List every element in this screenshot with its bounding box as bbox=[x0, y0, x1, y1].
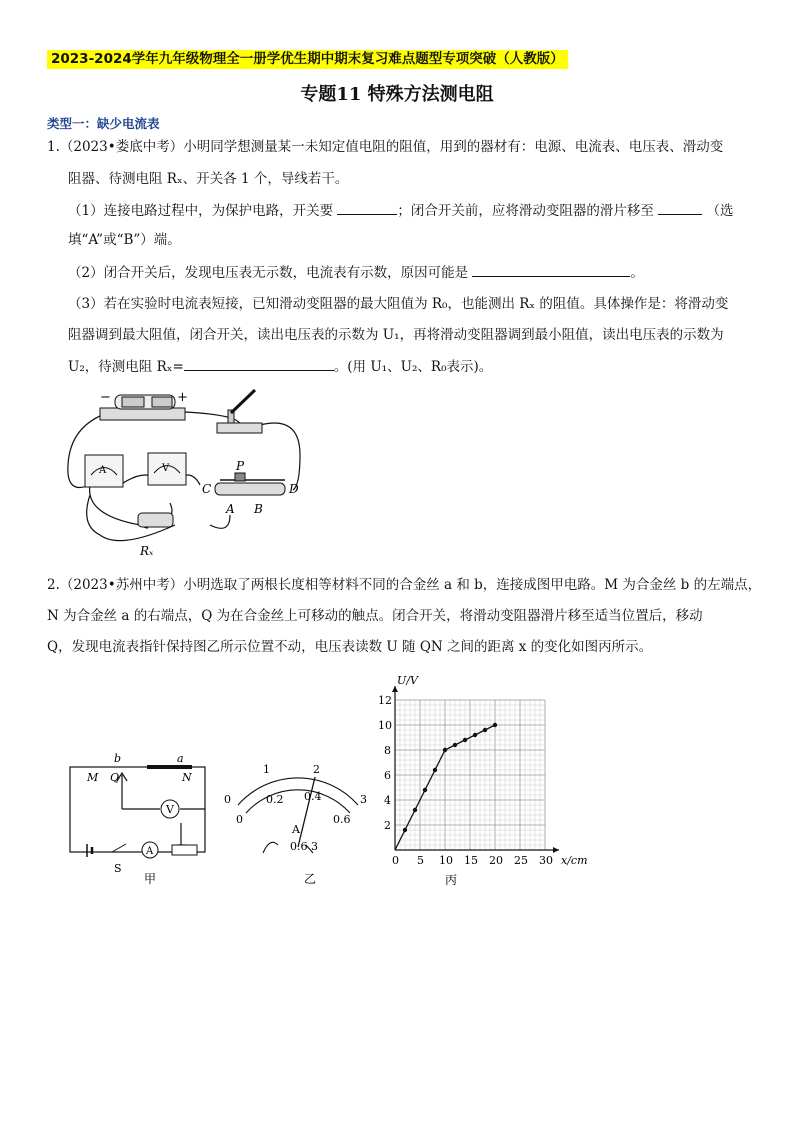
rheostat-c: C bbox=[202, 482, 212, 496]
chart-xlabel: x/cm bbox=[561, 854, 588, 867]
battery-plus: + bbox=[177, 390, 188, 405]
yi-outer-3: 3 bbox=[360, 793, 367, 806]
q2-line3: Q，发现电流表指针保持图乙所示位置不动，电压表读数 U 随 QN 之间的距离 x 的变化如图丙所示。 bbox=[47, 639, 653, 655]
data-point bbox=[483, 728, 487, 732]
page-title: 专题11 特殊方法测电阻 bbox=[300, 84, 494, 105]
data-point bbox=[423, 788, 427, 792]
header-banner: 2023-2024学年九年级物理全一册学优生期中期末复习难点题型专项突破（人教版） bbox=[47, 50, 568, 69]
yi-inner-1: 0.2 bbox=[266, 793, 284, 806]
yi-caption: 乙 bbox=[304, 872, 317, 885]
yi-inner-2: 0.4 bbox=[304, 790, 322, 803]
q1-p3a: （3）若在实验时电流表短接，已知滑动变阻器的最大阻值为 R₀，也能测出 Rₓ 的阻值。具体操作是：将滑动变 bbox=[68, 296, 729, 312]
data-point bbox=[443, 748, 447, 752]
jia-caption: 甲 bbox=[144, 872, 157, 885]
jia-n-label: N bbox=[182, 771, 192, 784]
voltmeter-label: V bbox=[162, 463, 170, 474]
q1-p3b: 阻器调到最大阻值，闭合开关，读出电压表的示数为 U₁，再将滑动变阻器调到最小阻值，读出电压表的示数为 bbox=[68, 327, 724, 343]
q1-p2b: 。 bbox=[630, 265, 644, 281]
q1-line1: 1.（2023•娄底中考）小明同学想测量某一未知定值电阻的阻值，用到的器材有：电源、电流表、电压表、滑动变 bbox=[47, 139, 724, 155]
q2-line1: 2.（2023•苏州中考）小明选取了两根长度相等材料不同的合金丝 a 和 b，连接成图甲电路。M 为合金丝 b 的左端点， bbox=[47, 577, 762, 593]
jia-ammeter-label: A bbox=[146, 846, 154, 857]
q1-part1 bbox=[68, 200, 733, 221]
q1-circuit-figure bbox=[60, 385, 320, 565]
q1-p1a: （1）连接电路过程中，为保护电路，开关要 bbox=[68, 203, 334, 219]
data-point bbox=[493, 723, 497, 727]
rheostat-b: B bbox=[254, 502, 263, 516]
y-tick-label: 4 bbox=[384, 794, 391, 807]
section-heading: 类型一：缺少电流表 bbox=[47, 116, 160, 131]
y-tick-label: 2 bbox=[384, 819, 391, 832]
q1-p3c: U₂，待测电阻 Rₓ= bbox=[68, 359, 184, 375]
q1-p1b: ；闭合开关前，应将滑动变阻器的滑片移至 bbox=[397, 203, 654, 219]
y-tick-label: 12 bbox=[378, 694, 392, 707]
q1-line2: 阻器、待测电阻 Rₓ、开关各 1 个，导线若干。 bbox=[68, 171, 349, 187]
x-axis-arrow bbox=[553, 847, 559, 853]
q1-p2a: （2）闭合开关后，发现电压表无示数，电流表有示数，原因可能是 bbox=[68, 265, 469, 281]
rheostat-p: P bbox=[236, 459, 245, 473]
fig-yi bbox=[218, 755, 373, 885]
x-tick-label: 15 bbox=[464, 854, 478, 867]
yi-inner-3: 0.6 bbox=[333, 813, 351, 826]
y-tick-label: 10 bbox=[378, 719, 392, 732]
data-point bbox=[463, 738, 467, 742]
data-point bbox=[413, 808, 417, 812]
answer-blank-3[interactable] bbox=[472, 262, 630, 277]
data-point bbox=[473, 733, 477, 737]
x-tick-label: 20 bbox=[489, 854, 503, 867]
x-tick-label: 5 bbox=[417, 854, 424, 867]
q1-p3d: 。(用 U₁、U₂、R₀表示)。 bbox=[333, 359, 493, 375]
data-point bbox=[403, 828, 407, 832]
q2-line2: N 为合金丝 a 的右端点，Q 为在合金丝上可移动的触点。闭合开关，将滑动变阻器滑片移至适当位置后，移动 bbox=[47, 608, 703, 624]
yi-terminal-3: 3 bbox=[311, 840, 318, 853]
answer-blank-4[interactable] bbox=[184, 356, 334, 371]
q1-part2 bbox=[68, 262, 644, 283]
rheostat-d: D bbox=[289, 482, 299, 496]
yi-outer-2: 2 bbox=[313, 763, 320, 776]
battery-minus: − bbox=[100, 390, 111, 405]
y-tick-label: 8 bbox=[384, 744, 391, 757]
x-tick-label: 25 bbox=[514, 854, 528, 867]
data-point bbox=[453, 743, 457, 747]
yi-outer-0: 0 bbox=[224, 793, 231, 806]
q1-p1c: （选 bbox=[706, 203, 734, 219]
fig-jia bbox=[62, 745, 222, 885]
jia-q-label: Q bbox=[110, 771, 120, 784]
x-tick-label: 0 bbox=[392, 854, 399, 867]
jia-b-label: b bbox=[114, 752, 122, 765]
rx-label: Rₓ bbox=[140, 544, 154, 558]
rheostat-a: A bbox=[226, 502, 235, 516]
bing-caption: 丙 bbox=[445, 873, 458, 887]
q1-part3-end bbox=[68, 356, 492, 377]
yi-terminal-06: 0.6 bbox=[290, 840, 308, 853]
data-point bbox=[433, 768, 437, 772]
jia-a-label: a bbox=[177, 752, 184, 765]
yi-outer-1: 1 bbox=[263, 763, 270, 776]
x-tick-label: 30 bbox=[539, 854, 553, 867]
x-tick-label: 10 bbox=[439, 854, 453, 867]
q1-p1d: 填“A”或“B”）端。 bbox=[68, 232, 181, 248]
yi-inner-0: 0 bbox=[236, 813, 243, 826]
answer-blank-2[interactable] bbox=[658, 200, 702, 215]
answer-blank-1[interactable] bbox=[337, 200, 397, 215]
yi-terminal-a: A bbox=[292, 823, 300, 836]
chart-ylabel: U/V bbox=[397, 674, 418, 687]
y-tick-label: 6 bbox=[384, 769, 391, 782]
jia-switch-label: S bbox=[114, 862, 122, 875]
fig-bing-chart bbox=[355, 660, 605, 890]
jia-m-label: M bbox=[87, 771, 99, 784]
jia-voltmeter-label: V bbox=[166, 803, 174, 816]
ammeter-label: A bbox=[99, 465, 107, 476]
